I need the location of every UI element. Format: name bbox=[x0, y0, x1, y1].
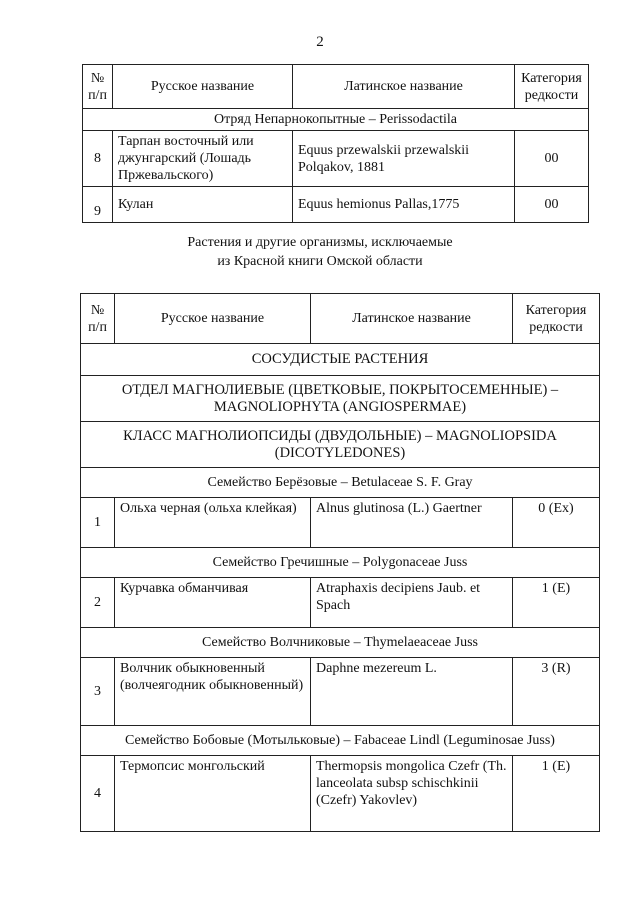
row-latin-name: Equus hemionus Pallas,1775 bbox=[293, 187, 515, 223]
family-row bbox=[81, 468, 600, 498]
heading-row bbox=[81, 376, 600, 422]
section-title-line1: Растения и другие организмы, исключаемые bbox=[187, 235, 453, 250]
row-category: 3 (R) bbox=[513, 658, 600, 726]
table-row bbox=[81, 498, 600, 548]
table-row bbox=[81, 578, 600, 628]
row-latin-name: Thermopsis mongolica Czefr (Th. lanceolata subsp schischkinii (Czefr) Yakovlev) bbox=[311, 756, 513, 832]
row-category: 1 (E) bbox=[513, 578, 600, 628]
header-category: Категория редкости bbox=[513, 294, 600, 344]
row-category: 00 bbox=[515, 187, 589, 223]
header-latin-name: Латинское название bbox=[293, 65, 515, 109]
row-category: 00 bbox=[515, 131, 589, 187]
table-row bbox=[81, 756, 600, 832]
table-row bbox=[83, 131, 589, 187]
row-num: 9 bbox=[83, 187, 113, 223]
row-num: 3 bbox=[81, 658, 115, 726]
header-num: № п/п bbox=[83, 65, 113, 109]
row-latin-name: Atraphaxis decipiens Jaub. et Spach bbox=[311, 578, 513, 628]
row-russian-name: Волчник обыкновенный (волчеягодник обыкновенный) bbox=[115, 658, 311, 726]
row-num: 4 bbox=[81, 756, 115, 832]
row-category: 1 (E) bbox=[513, 756, 600, 832]
family-heading: Семейство Берёзовые – Betulaceae S. F. Gray bbox=[81, 468, 600, 498]
family-heading: Семейство Волчниковые – Thymelaeaceae Juss bbox=[81, 628, 600, 658]
header-latin-name: Латинское название bbox=[311, 294, 513, 344]
row-russian-name: Тарпан восточный или джунгарский (Лошадь Пржевальского) bbox=[113, 131, 293, 187]
row-russian-name: Ольха черная (ольха клейкая) bbox=[115, 498, 311, 548]
vascular-plants-heading: СОСУДИСТЫЕ РАСТЕНИЯ bbox=[81, 344, 600, 376]
table-row bbox=[83, 187, 589, 223]
header-num: № п/п bbox=[81, 294, 115, 344]
row-latin-name: Equus przewalskii przewalskii Polqakov, 1881 bbox=[293, 131, 515, 187]
row-category: 0 (Ex) bbox=[513, 498, 600, 548]
table-header-row bbox=[81, 294, 600, 344]
header-russian-name: Русское название bbox=[113, 65, 293, 109]
row-latin-name: Alnus glutinosa (L.) Gaertner bbox=[311, 498, 513, 548]
family-heading: Семейство Гречишные – Polygonaceae Juss bbox=[81, 548, 600, 578]
header-russian-name: Русское название bbox=[115, 294, 311, 344]
row-num: 1 bbox=[81, 498, 115, 548]
plants-table bbox=[80, 293, 600, 832]
animals-table bbox=[82, 64, 589, 223]
group-row bbox=[83, 109, 589, 131]
table-row bbox=[81, 658, 600, 726]
row-russian-name: Термопсис монгольский bbox=[115, 756, 311, 832]
heading-row bbox=[81, 422, 600, 468]
family-row bbox=[81, 548, 600, 578]
table-header-row bbox=[83, 65, 589, 109]
heading-row bbox=[81, 344, 600, 376]
page-number: 2 bbox=[316, 34, 324, 50]
row-latin-name: Daphne mezereum L. bbox=[311, 658, 513, 726]
row-num: 8 bbox=[83, 131, 113, 187]
row-num: 2 bbox=[81, 578, 115, 628]
section-title-line2: из Красной книги Омской области bbox=[217, 254, 423, 269]
header-category: Категория редкости bbox=[515, 65, 589, 109]
family-row bbox=[81, 628, 600, 658]
division-heading: ОТДЕЛ МАГНОЛИЕВЫЕ (ЦВЕТКОВЫЕ, ПОКРЫТОСЕМЕННЫЕ) – MAGNOLIOPHYTA (ANGIOSPERMAE) bbox=[81, 376, 600, 422]
class-heading: КЛАСС МАГНОЛИОПСИДЫ (ДВУДОЛЬНЫЕ) – MAGNOLIOPSIDA (DICOTYLEDONES) bbox=[81, 422, 600, 468]
order-heading: Отряд Непарнокопытные – Perissodactila bbox=[83, 109, 589, 131]
family-row bbox=[81, 726, 600, 756]
row-russian-name: Кулан bbox=[113, 187, 293, 223]
family-heading: Семейство Бобовые (Мотыльковые) – Fabaceae Lindl (Leguminosae Juss) bbox=[81, 726, 600, 756]
row-russian-name: Курчавка обманчивая bbox=[115, 578, 311, 628]
